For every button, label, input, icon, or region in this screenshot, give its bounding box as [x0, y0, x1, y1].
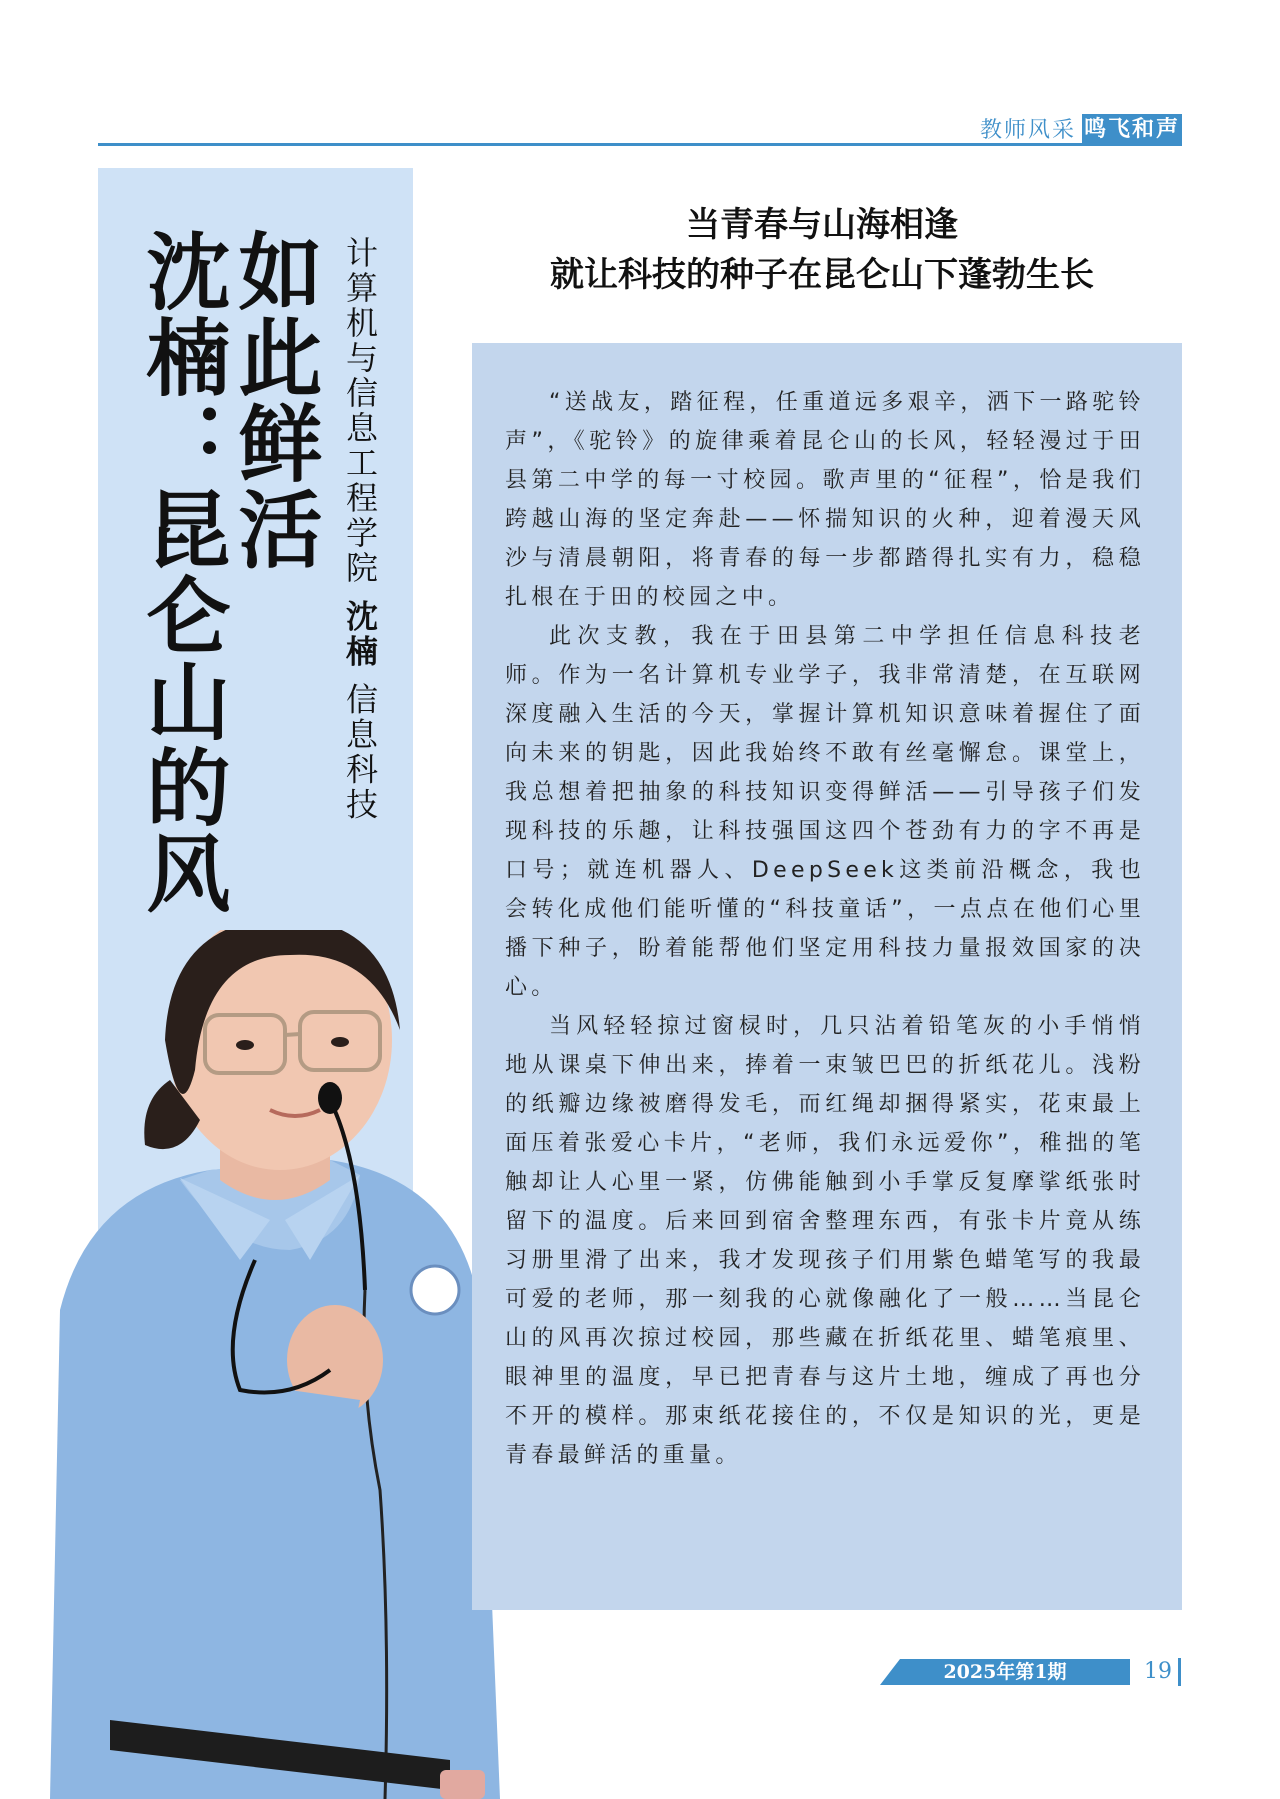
article-title-line2: 就让科技的种子在昆仑山下蓬勃生长 [550, 255, 1094, 295]
side-title-line2: 沈楠：昆仑山的风 [133, 228, 232, 916]
article-title [472, 200, 1172, 300]
section-label: 教师风采 [979, 118, 1076, 143]
page-number-bar [1178, 1658, 1181, 1686]
article-body [505, 383, 1145, 1475]
side-title-line1: 如此鲜活 [225, 228, 324, 572]
paragraph: 当风轻轻掠过窗棂时，几只沾着铅笔灰的小手悄悄地从课桌下伸出来，捧着一束皱巴巴的折纸花儿。浅粉的纸瓣边缘被磨得发毛，而红绳却捆得紧实，花束最上面压着张爱心卡片，“老师，我们永远爱你”，稚拙的笔触却让人心里一紧，仿佛能触到小手掌反复摩挲纸张时留下的温度。后来回到宿舍整理东西，有张卡片竟从练习册里滑了出来，我才发现孩子们用紫色蜡笔写的我最可爱的老师，那一刻我的心就像融化了一般……当昆仑山的风再次掠过校园，那些藏在折纸花里、蜡笔痕里、眼神里的温度，早已把青春与这片土地，缠成了再也分不开的模样。那束纸花接住的，不仅是知识的光，更是青春最鲜活的重量。 [505, 1014, 1145, 1468]
page-number: 19 [1144, 1659, 1172, 1684]
byline-college: 计算机与信息工程学院 [341, 236, 379, 586]
issue-label: 2025年第1期 [943, 1661, 1067, 1683]
byline-role: 信息科技 [341, 682, 379, 823]
paragraph: 此次支教，我在于田县第二中学担任信息科技老师。作为一名计算机专业学子，我非常清楚，在互联网深度融入生活的今天，掌握计算机知识意味着握住了面向未来的钥匙，因此我始终不敢有丝毫懈怠。课堂上，我总想着把抽象的科技知识变得鲜活——引导孩子们发现科技的乐趣，让科技强国这四个苍劲有力的字不再是口号；就连机器人、DeepSeek这类前沿概念，我也会转化成他们能听懂的“科技童话”，一点点在他们心里播下种子，盼着能帮他们坚定用科技力量报效国家的决心。 [505, 624, 1145, 1000]
byline [340, 236, 380, 822]
byline-name: 沈楠 [341, 599, 379, 670]
column-label: 鸣飞和声 [1083, 116, 1180, 142]
paragraph: “送战友，踏征程，任重道远多艰辛，洒下一路驼铃声”，《驼铃》的旋律乘着昆仑山的长风，轻轻漫过于田县第二中学的每一寸校园。歌声里的“征程”，恰是我们跨越山海的坚定奔赴——怀揣知识的火种，迎着漫天风沙与清晨朝阳，将青春的每一步都踏得扎实有力，稳稳扎根在于田的校园之中。 [505, 390, 1145, 610]
header-rule [98, 143, 1182, 146]
article-title-line1: 当青春与山海相逢 [686, 205, 958, 245]
